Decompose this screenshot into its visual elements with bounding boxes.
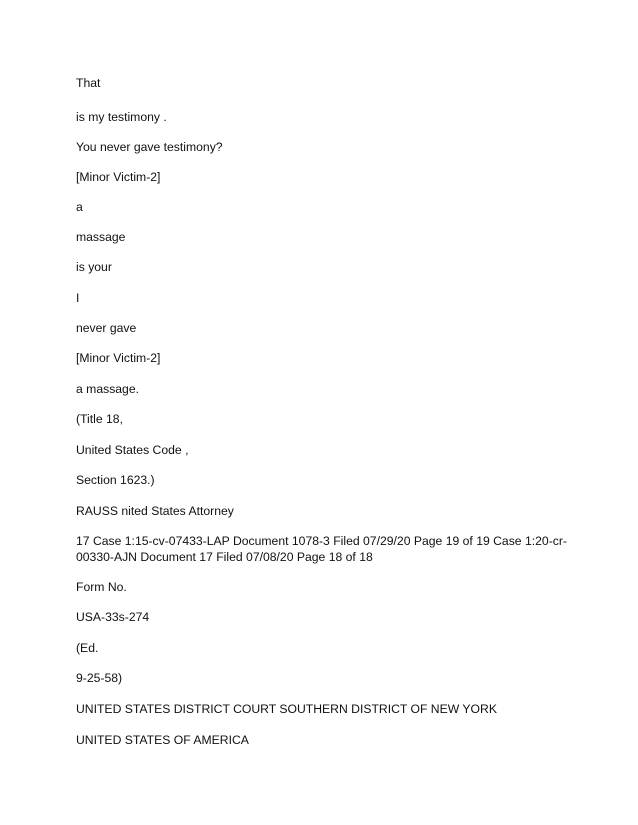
text-line-testimony: is my testimony . <box>76 110 167 124</box>
text-line-question: You never gave testimony? <box>76 140 223 154</box>
text-line-never-gave: never gave <box>76 321 137 335</box>
text-line-a-massage: a massage. <box>76 382 140 396</box>
text-line-minor-victim-repeat: [Minor Victim-2] <box>76 351 161 365</box>
text-line-that: That <box>76 76 101 90</box>
text-line-minor-victim: [Minor Victim-2] <box>76 170 161 184</box>
case-party-line: UNITED STATES OF AMERICA <box>76 733 249 747</box>
text-line-is-your: is your <box>76 260 112 274</box>
court-title-line: UNITED STATES DISTRICT COURT SOUTHERN DISTRICT OF NEW YORK <box>76 702 497 716</box>
text-line-united-states-code: United States Code , <box>76 443 189 457</box>
text-line-date: 9-25-58) <box>76 671 123 685</box>
text-line-massage: massage <box>76 230 126 244</box>
text-line-section-1623: Section 1623.) <box>76 473 155 487</box>
text-line-a: a <box>76 200 83 214</box>
text-line-i: I <box>76 291 80 305</box>
text-line-form-no: Form No. <box>76 580 127 594</box>
text-line-ed: (Ed. <box>76 641 99 655</box>
text-line-title-18: (Title 18, <box>76 412 123 426</box>
text-line-form-code: USA-33s-274 <box>76 610 150 624</box>
case-header-line: 17 Case 1:15-cv-07433-LAP Document 1078-3 Filed 07/29/20 Page 19 of 19 Case 1:20-cr-00330-AJN Document 17 Filed 07/08/20 Page 18 of 18 <box>76 534 567 564</box>
text-line-attorney: RAUSS nited States Attorney <box>76 504 234 518</box>
